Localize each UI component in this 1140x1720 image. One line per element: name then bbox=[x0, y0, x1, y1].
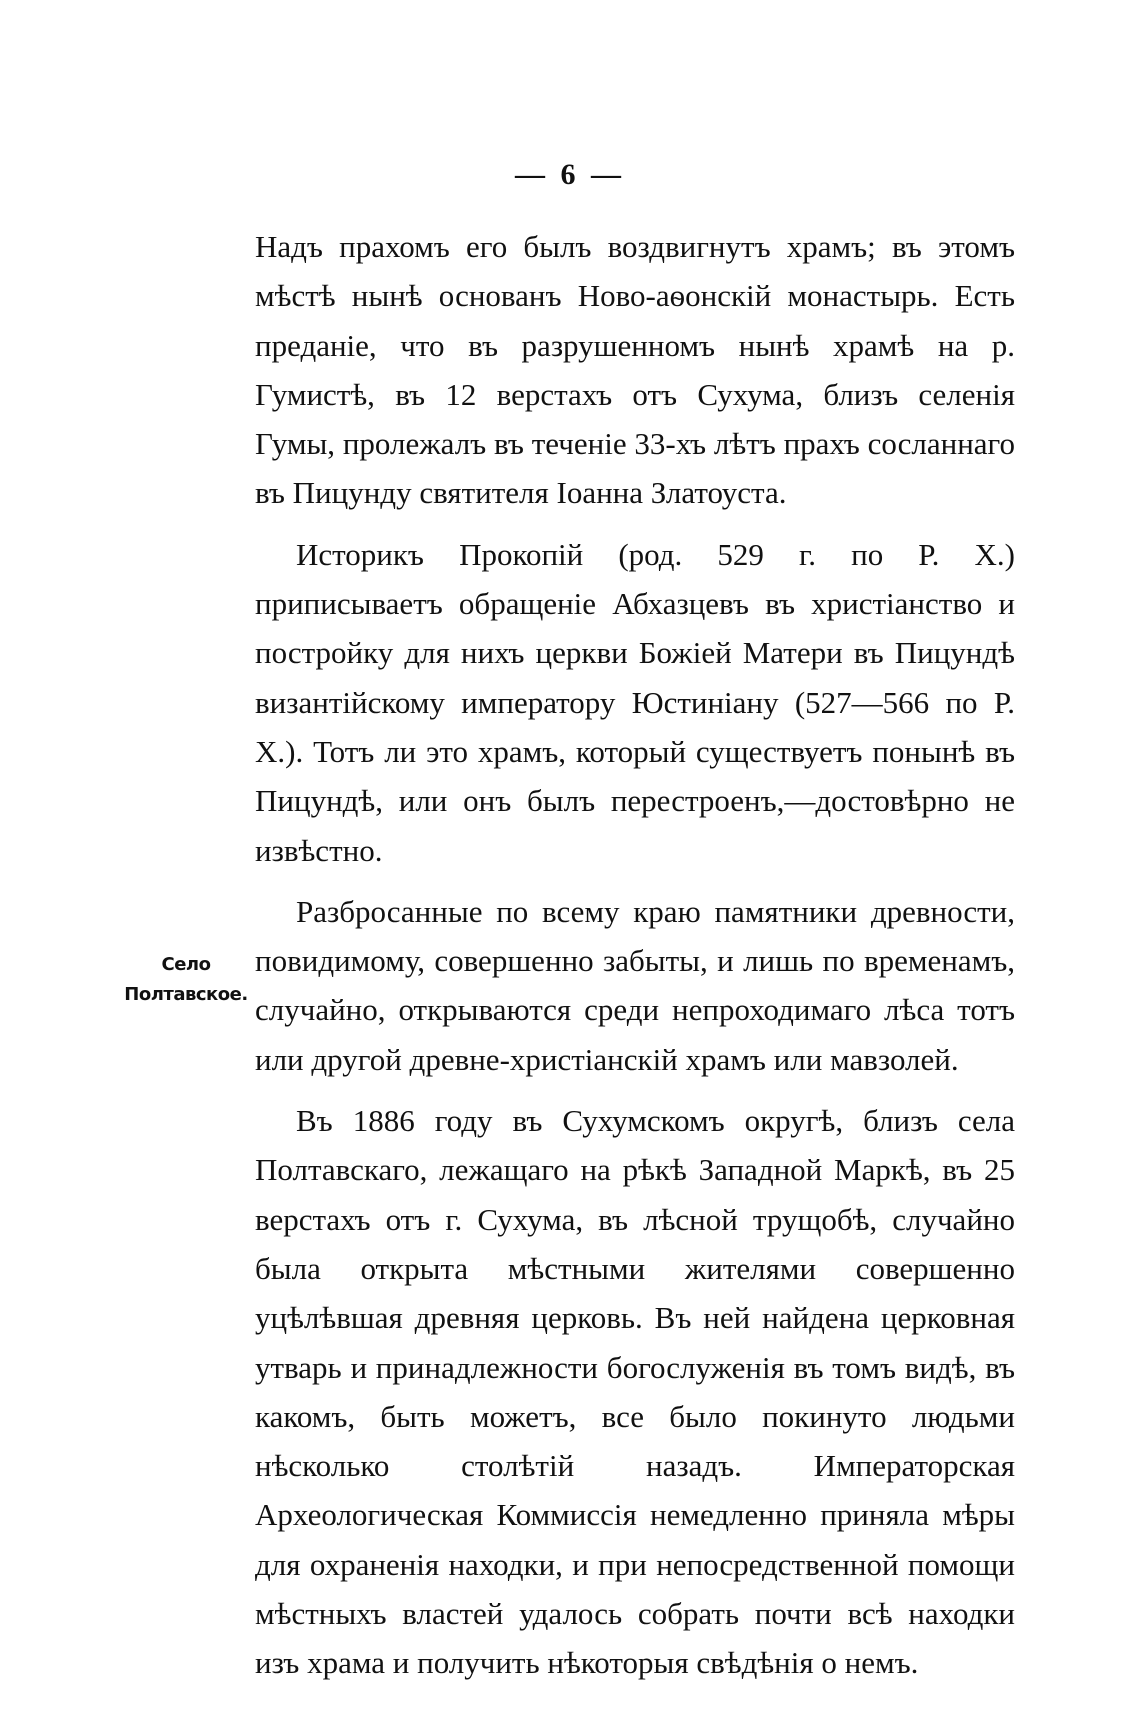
page-number: — 6 — bbox=[515, 158, 625, 191]
body-text bbox=[255, 222, 1015, 1688]
margin-note-line1: Село bbox=[161, 954, 211, 975]
margin-note bbox=[120, 950, 252, 1010]
paragraph-2: Историкъ Прокопій (род. 529 г. по Р. Х.) приписываетъ обращеніе Абхазцевъ въ христіанство и постройку для нихъ церкви Божіей Матери въ Пицундѣ византійскому императору Юстиніану (527—566 по Р. Х.). Тотъ ли это храмъ, который существуетъ понынѣ въ Пицундѣ, или онъ былъ перестроенъ,—достовѣрно не извѣстно. bbox=[255, 536, 1015, 868]
paragraph-4: Въ 1886 году въ Сухумскомъ округѣ, близъ села Полтавскаго, лежащаго на рѣкѣ Западной Маркѣ, въ 25 верстахъ отъ г. Сухума, въ лѣсной трущобѣ, случайно была открыта мѣстными жителями совершенно уцѣлѣвшая древняя церковь. Въ ней найдена церковная утварь и принадлежности богослуженія въ томъ видѣ, въ какомъ, быть можетъ, все было покинуто людьми нѣсколько столѣтій назадъ. Императорская Археологическая Коммиссія немедленно приняла мѣры для охраненія находки, и при непосредственной помощи мѣстныхъ властей удалось собрать почти всѣ находки изъ храма и получить нѣкоторыя свѣдѣнія о немъ. bbox=[255, 1103, 1015, 1681]
margin-note-line2: Полтавское. bbox=[124, 984, 248, 1005]
paragraph-1: Надъ прахомъ его былъ воздвигнутъ храмъ; въ этомъ мѣстѣ нынѣ основанъ Ново-аѳонскій монастырь. Есть преданіе, что въ разрушенномъ нынѣ храмѣ на р. Гумистѣ, въ 12 верстахъ отъ Сухума, близъ селенія Гумы, пролежалъ въ теченіе 33-хъ лѣтъ прахъ сосланнаго въ Пицунду святителя Іоанна Златоуста. bbox=[255, 229, 1015, 511]
paragraph-3: Разбросанные по всему краю памятники древности, повидимому, совершенно забыты, и лишь по временамъ, случайно, открываются среди непроходимаго лѣса тотъ или другой древне-христіанскій храмъ или мавзолей. bbox=[255, 893, 1015, 1077]
